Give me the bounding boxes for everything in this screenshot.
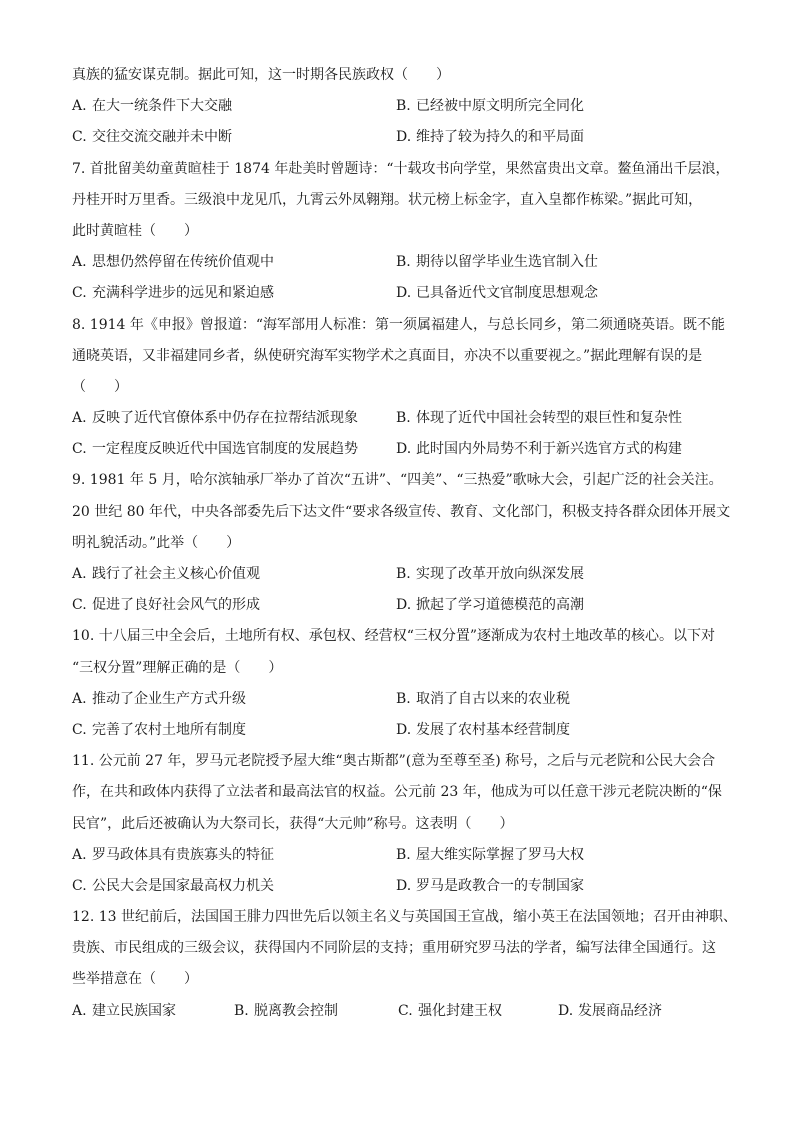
q11-stem-line-2: 作，在共和政体内获得了立法者和最高法官的权益。公元前 23 年，他成为可以任意干涉元老院决断的“保 xyxy=(72,784,722,801)
q7-stem-line-3: 此时黄暄桂（ ） xyxy=(72,222,198,239)
q10-stem-line-1: 10. 十八届三中全会后，土地所有权、承包权、经营权“三权分置”逐渐成为农村土地改革的核心。以下对 xyxy=(72,628,716,645)
q6-option-b[interactable]: B. 已经被中原文明所完全同化 xyxy=(396,98,584,115)
q12-stem-line-1: 12. 13 世纪前后，法国国王腓力四世先后以领主名义与英国国王宣战，缩小英王在法国领地；召开由神职、 xyxy=(72,909,737,926)
q9-option-d[interactable]: D. 掀起了学习道德模范的高潮 xyxy=(396,597,584,614)
q8-options-row-2 xyxy=(72,434,732,465)
q6-stem-continuation: 真族的猛安谋克制。据此可知，这一时期各民族政权（ ） xyxy=(72,67,450,83)
q7-option-b[interactable]: B. 期待以留学毕业生选官制入仕 xyxy=(396,254,598,271)
q9-options-row-1 xyxy=(72,559,732,590)
q10-option-d[interactable]: D. 发展了农村基本经营制度 xyxy=(396,721,570,738)
q10-stem-line-2: “三权分置”理解正确的是（ ） xyxy=(72,659,283,676)
q6-option-d[interactable]: D. 维持了较为持久的和平局面 xyxy=(396,129,584,146)
q11-options-row-1 xyxy=(72,840,732,871)
q11-option-a[interactable]: A. 罗马政体具有贵族寡头的特征 xyxy=(72,846,274,863)
q9-stem-line-2: 20 世纪 80 年代，中央各部委先后下达文件“要求各级宣传、教育、文化部门，积极支持各群众团体开展文 xyxy=(72,503,731,520)
q12-stem-line-3: 些举措意在（ ） xyxy=(72,971,198,988)
q12-options-row xyxy=(72,996,732,1027)
q11-option-c[interactable]: C. 公民大会是国家最高权力机关 xyxy=(72,877,274,894)
q11-option-b[interactable]: B. 屋大维实际掌握了罗马大权 xyxy=(396,846,584,863)
q7-options-row-2 xyxy=(72,278,732,309)
q12-stem-line-2: 贵族、市民组成的三级会议，获得国内不同阶层的支持；重用研究罗马法的学者，编写法律全国通行。这 xyxy=(72,940,716,957)
q6-options-row-2 xyxy=(72,122,732,153)
q11-options-row-2 xyxy=(72,871,732,902)
exam-page xyxy=(72,60,737,1027)
q7-option-a[interactable]: A. 思想仍然停留在传统价值观中 xyxy=(72,254,274,271)
q11-stem-line-3: 民官”，此后还被确认为大祭司长，获得“大元帅”称号。这表明（ ） xyxy=(72,815,514,832)
q10-options-row-2 xyxy=(72,715,732,746)
q6-option-c[interactable]: C. 交往交流交融并未中断 xyxy=(72,129,232,146)
q11-stem-line-1: 11. 公元前 27 年，罗马元老院授予屋大维“奥古斯都”(意为至尊至圣) 称号，之后与元老院和公民大会合 xyxy=(72,753,716,770)
q6-options-row-1 xyxy=(72,91,732,122)
q8-option-d[interactable]: D. 此时国内外局势不利于新兴选官方式的构建 xyxy=(396,441,682,458)
q8-stem-line-2: 通晓英语，又非福建同乡者，纵使研究海军实物学术之真面目，亦决不以重要视之。”据此理解有误的是 xyxy=(72,347,703,364)
q10-option-c[interactable]: C. 完善了农村土地所有制度 xyxy=(72,721,246,738)
q9-option-a[interactable]: A. 践行了社会主义核心价值观 xyxy=(72,566,260,582)
q9-options-row-2 xyxy=(72,590,732,621)
q9-option-b[interactable]: B. 实现了改革开放向纵深发展 xyxy=(396,566,584,582)
q10-option-b[interactable]: B. 取消了自古以来的农业税 xyxy=(396,690,570,707)
q8-options-row-1 xyxy=(72,403,732,434)
q7-stem-line-1: 7. 首批留美幼童黄暄桂于 1874 年赴美时曾题诗：“十载攻书向学堂，果然富贵出文章。鳌鱼涌出千层浪， xyxy=(72,160,730,177)
q8-stem-line-3: （ ） xyxy=(72,378,128,395)
q9-stem-line-3: 明礼貌活动。”此举（ ） xyxy=(72,534,241,551)
q11-option-d[interactable]: D. 罗马是政教合一的专制国家 xyxy=(396,877,584,894)
q12-option-a[interactable]: A. 建立民族国家 xyxy=(72,1002,176,1019)
q6-option-a[interactable]: A. 在大一统条件下大交融 xyxy=(72,98,232,115)
q12-option-c[interactable]: C. 强化封建王权 xyxy=(398,1002,502,1019)
q8-option-a[interactable]: A. 反映了近代官僚体系中仍存在拉帮结派现象 xyxy=(72,410,358,427)
q8-stem-line-1: 8. 1914 年《申报》曾报道：“海军部用人标准：第一须属福建人，与总长同乡，第二须通晓英语。既不能 xyxy=(72,316,726,333)
q7-options-row-1 xyxy=(72,247,732,278)
q10-options-row-1 xyxy=(72,684,732,715)
q7-option-d[interactable]: D. 已具备近代文官制度思想观念 xyxy=(396,285,598,302)
q8-option-b[interactable]: B. 体现了近代中国社会转型的艰巨性和复杂性 xyxy=(396,410,682,427)
q8-option-c[interactable]: C. 一定程度反映近代中国选官制度的发展趋势 xyxy=(72,441,358,458)
q12-option-d[interactable]: D. 发展商品经济 xyxy=(558,1002,662,1019)
q7-stem-line-2: 丹桂开时万里香。三级浪中龙见爪，九霄云外凤翱翔。状元榜上标金字，直入皇都作栋梁。”据此可知， xyxy=(72,191,703,208)
q9-option-c[interactable]: C. 促进了良好社会风气的形成 xyxy=(72,597,260,614)
q7-option-c[interactable]: C. 充满科学进步的远见和紧迫感 xyxy=(72,285,274,302)
q9-stem-line-1: 9. 1981 年 5 月，哈尔滨轴承厂举办了首次“五讲”、“四美”、“三热爱”歌咏大会，引起广泛的社会关注。 xyxy=(72,472,723,489)
q12-option-b[interactable]: B. 脱离教会控制 xyxy=(234,1002,338,1019)
q10-option-a[interactable]: A. 推动了企业生产方式升级 xyxy=(72,690,246,707)
